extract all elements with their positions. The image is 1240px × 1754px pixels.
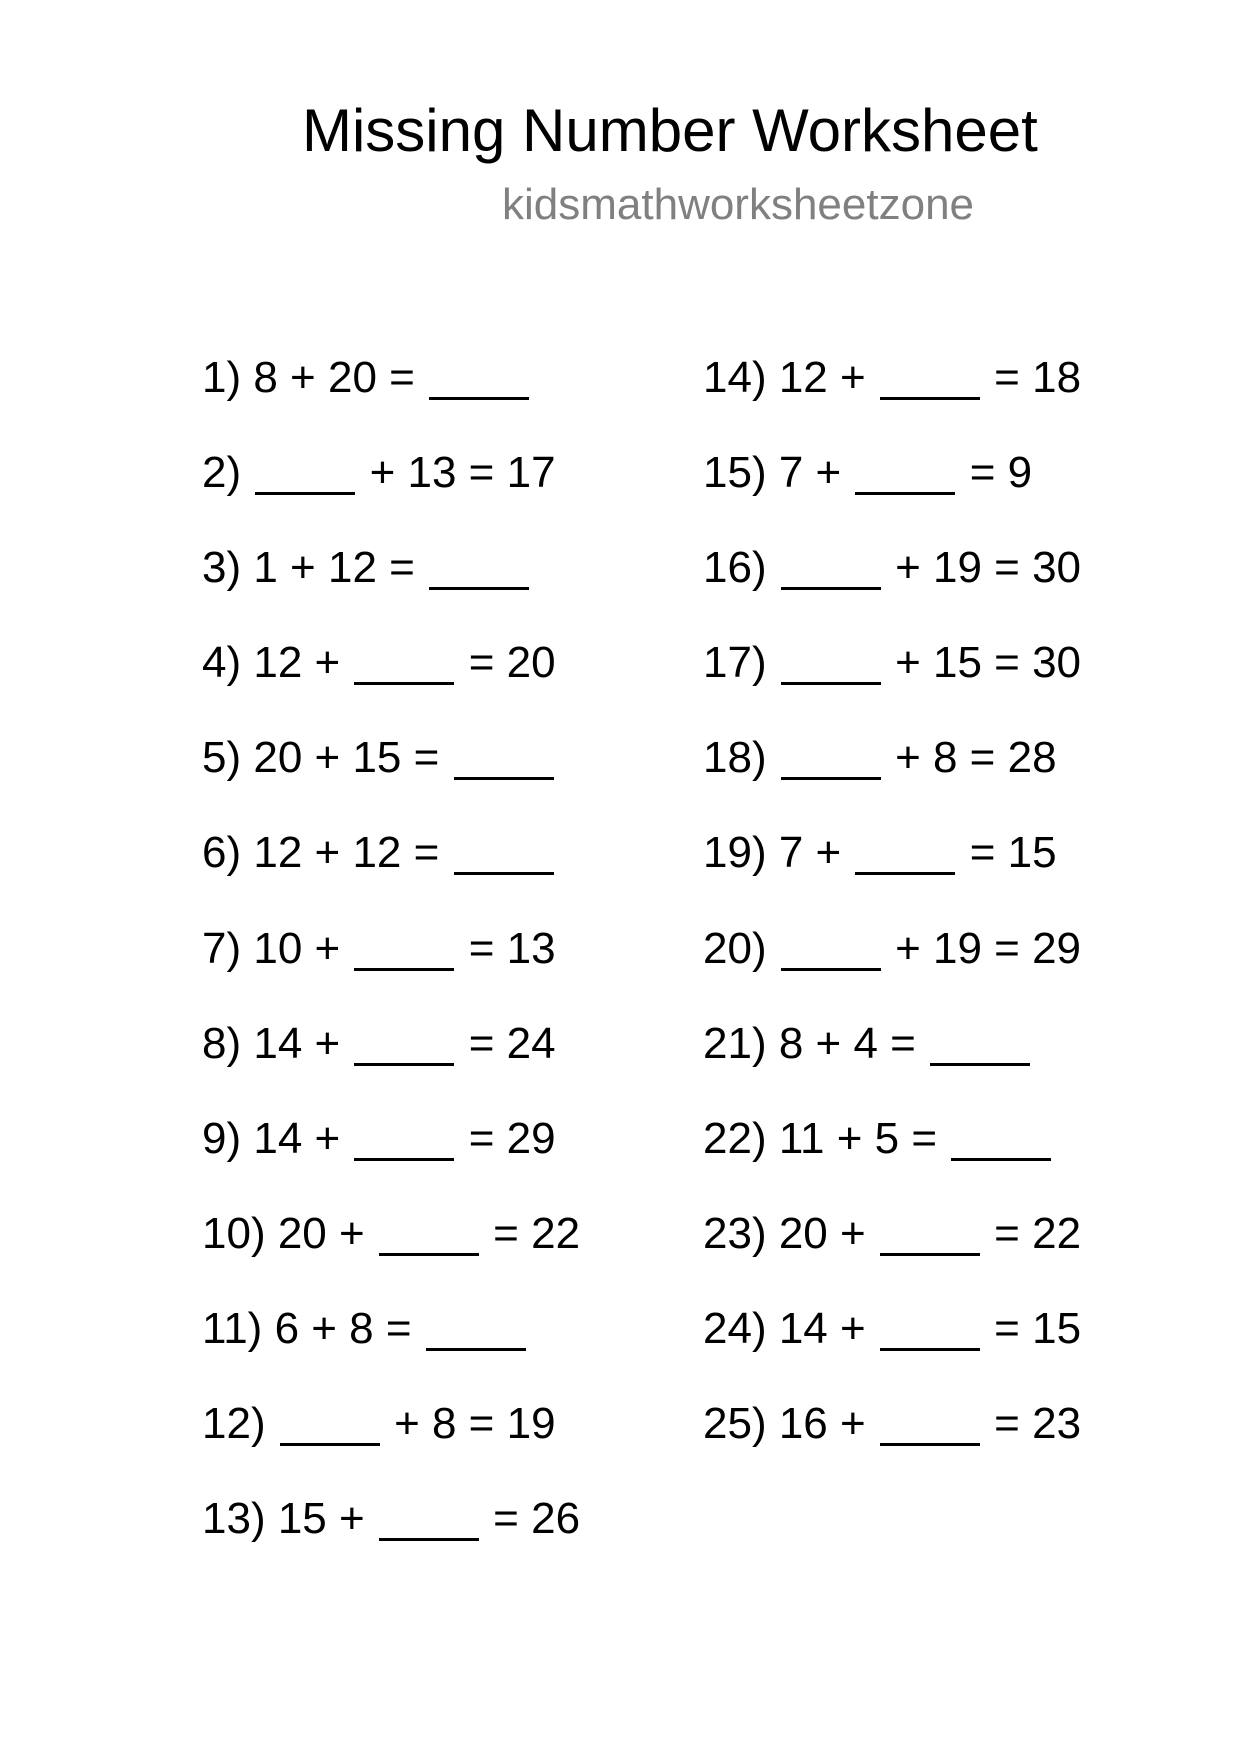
problem-number: 5)	[202, 733, 242, 783]
problem-expression-before: 12 + 12 =	[253, 828, 440, 878]
problem-number: 12)	[202, 1399, 266, 1449]
answer-blank[interactable]	[354, 1113, 454, 1161]
answer-blank[interactable]	[880, 352, 980, 400]
problem-expression-before: 7 +	[778, 448, 842, 498]
problem-number: 6)	[202, 828, 242, 878]
problem-item	[202, 534, 580, 629]
problem-expression-after: = 13	[468, 923, 556, 973]
problem-number: 23)	[703, 1208, 767, 1258]
answer-blank[interactable]	[781, 637, 881, 685]
problem-expression-before: 1 + 12 =	[253, 543, 415, 593]
answer-blank[interactable]	[426, 1303, 526, 1351]
problem-item	[202, 1485, 580, 1580]
problem-item	[703, 1390, 1081, 1485]
problem-expression-before: 12 +	[778, 353, 866, 402]
problem-number: 14)	[703, 353, 767, 402]
problem-number: 16)	[703, 543, 767, 593]
problem-item	[703, 439, 1081, 534]
problem-number: 18)	[703, 733, 767, 783]
problem-number: 21)	[703, 1018, 767, 1068]
problem-expression-after: = 20	[468, 638, 556, 688]
answer-blank[interactable]	[855, 447, 955, 495]
problem-expression-after: = 24	[468, 1018, 556, 1068]
problem-item	[703, 1105, 1081, 1200]
worksheet-subtitle: kidsmathworksheetzone	[502, 180, 975, 229]
problem-number: 9)	[202, 1113, 242, 1163]
problem-item	[202, 439, 580, 534]
problem-item	[202, 819, 580, 914]
problem-number: 4)	[202, 638, 242, 688]
problem-number: 2)	[202, 448, 242, 498]
problem-expression-after: = 22	[493, 1208, 581, 1258]
answer-blank[interactable]	[454, 827, 554, 875]
problem-number: 22)	[703, 1113, 767, 1163]
problem-item	[703, 534, 1081, 629]
problem-expression-after: = 9	[969, 448, 1033, 498]
problem-expression-after: = 26	[493, 1494, 581, 1544]
answer-blank[interactable]	[951, 1113, 1051, 1161]
problem-expression-after: = 15	[994, 1303, 1082, 1353]
problem-item	[202, 1105, 580, 1200]
problems-left-column	[202, 344, 580, 1580]
problem-item	[202, 1200, 580, 1295]
problem-expression-before: 14 +	[253, 1018, 341, 1068]
problem-expression-after: = 23	[994, 1399, 1082, 1449]
problem-item	[202, 724, 580, 819]
answer-blank[interactable]	[429, 542, 529, 590]
answer-blank[interactable]	[255, 447, 355, 495]
problem-item	[703, 724, 1081, 819]
answer-blank[interactable]	[781, 923, 881, 971]
problems-right-column	[703, 344, 1081, 1485]
problem-expression-before: 10 +	[253, 923, 341, 973]
problem-expression-after: + 15 = 30	[895, 638, 1082, 688]
problem-expression-after: = 29	[468, 1113, 556, 1163]
problem-expression-before: 20 +	[277, 1208, 365, 1258]
problem-expression-before: 20 +	[778, 1208, 866, 1258]
problem-number: 10)	[202, 1208, 266, 1258]
answer-blank[interactable]	[379, 1493, 479, 1541]
problem-number: 7)	[202, 923, 242, 973]
problem-number: 13)	[202, 1494, 266, 1544]
problem-item	[703, 629, 1081, 724]
problem-number: 25)	[703, 1399, 767, 1449]
problem-item	[703, 1200, 1081, 1295]
answer-blank[interactable]	[880, 1208, 980, 1256]
problem-expression-after: + 8 = 28	[895, 733, 1057, 783]
problem-item	[202, 1010, 580, 1105]
problem-expression-before: 8 + 4 =	[778, 1018, 916, 1068]
answer-blank[interactable]	[354, 637, 454, 685]
problem-number: 1)	[202, 353, 242, 402]
problem-expression-before: 14 +	[253, 1113, 341, 1163]
problem-item	[202, 1295, 580, 1390]
problem-expression-after: = 18	[994, 353, 1082, 402]
problem-expression-before: 8 + 20 =	[253, 353, 415, 402]
problem-item	[202, 1390, 580, 1485]
problem-number: 20)	[703, 923, 767, 973]
problem-expression-after: + 19 = 30	[895, 543, 1082, 593]
problem-number: 8)	[202, 1018, 242, 1068]
problem-expression-after: = 22	[994, 1208, 1082, 1258]
problem-item	[202, 344, 580, 439]
problem-item	[202, 915, 580, 1010]
problem-expression-before: 15 +	[277, 1494, 365, 1544]
problem-number: 11)	[202, 1303, 263, 1353]
problem-expression-before: 12 +	[253, 638, 341, 688]
problem-number: 19)	[703, 828, 767, 878]
problem-item	[703, 819, 1081, 914]
problem-number: 3)	[202, 543, 242, 593]
problem-item	[703, 915, 1081, 1010]
problem-expression-after: + 8 = 19	[394, 1399, 556, 1449]
answer-blank[interactable]	[781, 542, 881, 590]
problem-number: 15)	[703, 448, 767, 498]
answer-blank[interactable]	[781, 732, 881, 780]
problem-expression-after: = 15	[969, 828, 1057, 878]
problem-item	[703, 1010, 1081, 1105]
problem-expression-before: 14 +	[778, 1303, 866, 1353]
answer-blank[interactable]	[379, 1208, 479, 1256]
problem-expression-before: 6 + 8 =	[274, 1303, 412, 1353]
problem-item	[202, 629, 580, 724]
problem-expression-after: + 13 = 17	[369, 448, 556, 498]
problem-expression-before: 11 + 5 =	[778, 1113, 938, 1163]
answer-blank[interactable]	[354, 923, 454, 971]
answer-blank[interactable]	[930, 1018, 1030, 1066]
problem-number: 24)	[703, 1303, 767, 1353]
answer-blank[interactable]	[454, 732, 554, 780]
answer-blank[interactable]	[280, 1398, 380, 1446]
answer-blank[interactable]	[855, 827, 955, 875]
problem-expression-before: 7 +	[778, 828, 842, 878]
problem-expression-before: 16 +	[778, 1399, 866, 1449]
problem-expression-after: + 19 = 29	[895, 923, 1082, 973]
problem-expression-before: 20 + 15 =	[253, 733, 440, 783]
answer-blank[interactable]	[354, 1018, 454, 1066]
answer-blank[interactable]	[880, 1398, 980, 1446]
answer-blank[interactable]	[429, 352, 529, 400]
problem-item	[703, 344, 1081, 439]
problem-number: 17)	[703, 638, 767, 688]
worksheet-title: Missing Number Worksheet	[302, 97, 1038, 164]
answer-blank[interactable]	[880, 1303, 980, 1351]
problem-item	[703, 1295, 1081, 1390]
